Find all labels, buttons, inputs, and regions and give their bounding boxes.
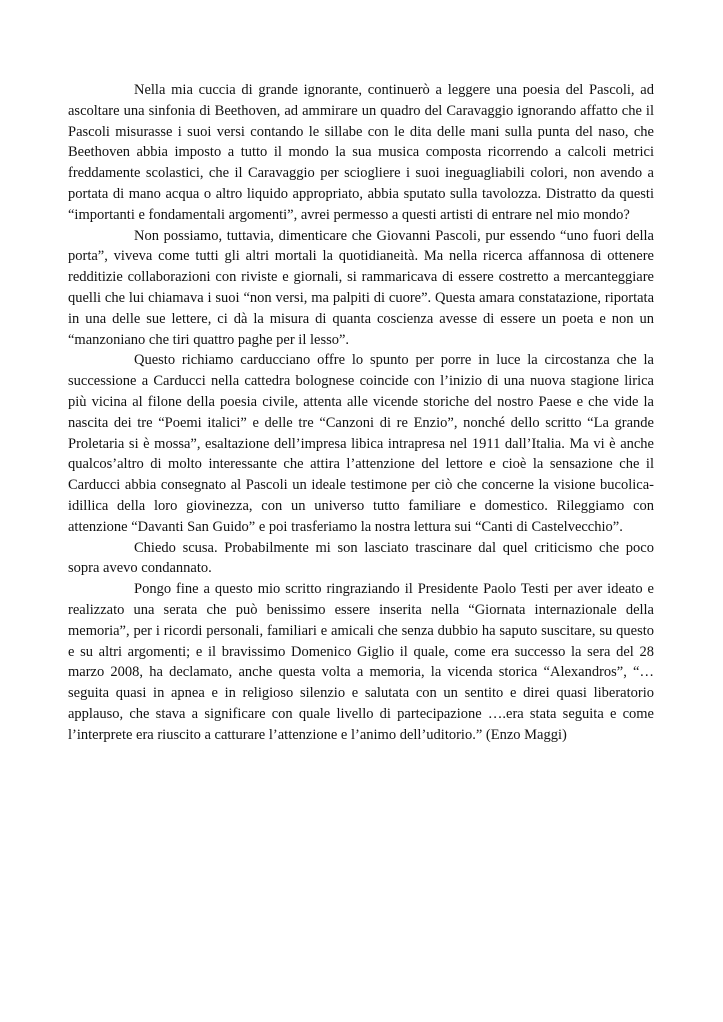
paragraph-1: Nella mia cuccia di grande ignorante, continuerò a leggere una poesia del Pascoli, ad ascoltare una sinfonia di Beethoven, ad ammirare un quadro del Caravaggio ignorando affatto che il Pascoli misurasse i suoi versi contando le sillabe con le dita delle mani sulla punta del naso, che Beethoven abbia imposto a tutto il mondo la sua musica composta ricorrendo a calcoli metrici freddamente scolastici, che il Caravaggio per sciogliere i suoi ineguagliabili colori, non avendo a portata di mano acqua o altro liquido appropriato, abbia sputato sulla tavolozza. Distratto da questi “importanti e fondamentali argomenti”, avrei permesso a questi artisti di entrare nel mio mondo? [68,82,654,223]
paragraph-3: Questo richiamo carducciano offre lo spunto per porre in luce la circostanza che la successione a Carducci nella cattedra bolognese coincide con l’inizio di una nuova stagione lirica più vicina al filone della poesia civile, attenta alle vicende storiche del nostro Paese e che vide la nascita dei tre “Poemi italici” e delle tre “Canzoni di re Enzio”, nonché dello scritto “La grande Proletaria si è mossa”, esaltazione dell’impresa libica intrapresa nel 1911 dall’Italia. Ma vi è anche qualcos’altro di molto interessante che attira l’attenzione del lettore e cioè la sensazione che il Carducci abbia consegnato al Pascoli un ideale testimone per ciò che concerne la visione bucolica-idillica della loro giovinezza, con un universo tutto familiare e domestico. Rileggiamo con attenzione “Davanti San Guido” e poi trasferiamo la nostra lettura sui “Canti di Castelvecchio”. [68,352,654,535]
paragraph-5: Pongo fine a questo mio scritto ringraziando il Presidente Paolo Testi per aver ideato e realizzato una serata che può benissimo essere inserita nella “Giornata internazionale della memoria”, per i ricordi personali, familiari e amicali che senza dubbio ha saputo suscitare, su questo e su altri argomenti; e il bravissimo Domenico Giglio il quale, come era successo la sera del 28 marzo 2008, ha declamato, anche questa volta a memoria, la vicenda storica “Alexandros”, “…seguita quasi in apnea e in religioso silenzio e salutata con un sentito e direi quasi liberatorio applauso, che stava a significare con quale livello di partecipazione ….era stata seguita e come l’interprete era riuscito a catturare l’attenzione e l’animo dell’uditorio.” (Enzo Maggi) [68,581,654,743]
document-page [68,80,654,746]
paragraph-2: Non possiamo, tuttavia, dimenticare che Giovanni Pascoli, pur essendo “uno fuori della porta”, viveva come tutti gli altri mortali la quotidianeità. Ma nella ricerca affannosa di ottenere redditizie collaborazioni con riviste e giornali, si rammaricava di essere costretto a mercanteggiare quelli che lui chiamava i suoi “non versi, ma palpiti di cuore”. Questa amara constatazione, riportata in una delle sue lettere, ci dà la misura di quanta coscienza avesse di essere un poeta e non un “manzoniano che tiri quattro paghe per il lesso”. [68,227,654,348]
paragraph-4: Chiedo scusa. Probabilmente mi son lasciato trascinare dal quel criticismo che poco sopra avevo condannato. [68,539,654,577]
